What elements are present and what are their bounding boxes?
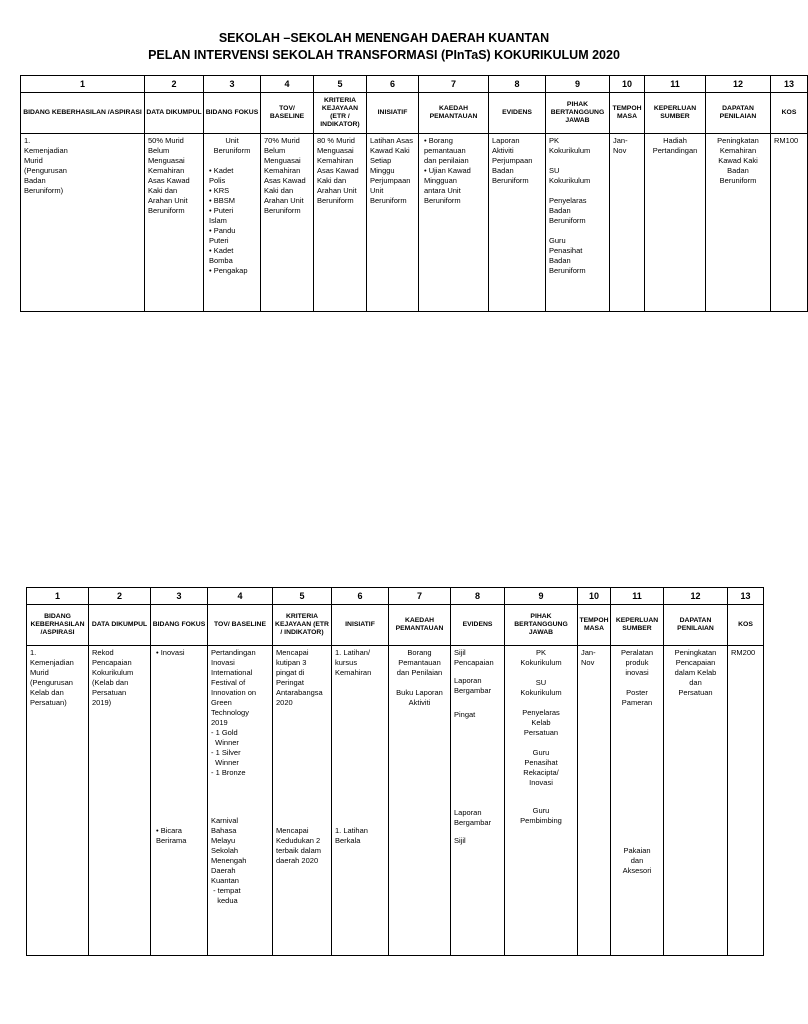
list-item: • Ujian Kawad Mingguan antara Unit Beruniform [424,166,485,206]
column-header-row [27,605,764,646]
cell-data-dikumpul: Rekod Pencapaian Kokurikulum (Kelab dan Persatuan 2019) [89,646,151,956]
kaedah-buku: Buku Laporan Aktiviti [396,688,443,707]
cell-bidang-keberhasilan: 1. Kemenjadian Murid (Pengurusan Kelab dan Persatuan) [27,646,89,956]
focus-list [207,166,257,276]
col-number: 2 [89,588,151,605]
col-number: 1 [27,588,89,605]
doc-title-line1: SEKOLAH –SEKOLAH MENENGAH DAERAH KUANTAN [218,31,550,45]
cell-evidens [451,646,505,956]
col-number: 2 [145,76,204,93]
cell-kos: RM100 [771,134,808,312]
list-item: • KRS [209,186,257,196]
col-number: 10 [578,588,611,605]
col-number: 9 [505,588,578,605]
col-header: KOS [728,605,764,646]
evidens-laporan: Laporan Bergambar [454,676,492,695]
col-number: 11 [611,588,664,605]
col-header: KEPERLUAN SUMBER [611,605,664,646]
cell-tov-baseline: 70% Murid Belum Menguasai Kemahiran Asas Kawad Kaki dan Arahan Unit Beruniform [261,134,314,312]
cell-kriteria-kejayaan: 80 % Murid Menguasai Kemahiran Asas Kawad Kaki dan Arahan Unit Beruniform [314,134,367,312]
col-number: 3 [204,76,261,93]
tov-bicara: Karnival Bahasa Melayu Sekolah Menengah Daerah Kuantan - tempat kedua [211,816,247,905]
col-number: 1 [21,76,145,93]
pihak-inovasi: PK Kokurikulum SU Kokurikulum Penyelaras Kelab Persatuan Guru Penasihat Rekacipta/ Inovasi [520,648,562,787]
col-header: KRITERIA KEJAYAAN (ETR / INDIKATOR) [273,605,332,646]
col-header: BIDANG KEBERHASILAN /ASPIRASI [21,93,145,134]
col-number: 7 [389,588,451,605]
cell-pihak-bertanggungjawab: PK Kokurikulum SU Kokurikulum Penyelaras Badan Beruniform Guru Penasihat Badan Beruniform [546,134,610,312]
col-number: 12 [664,588,728,605]
col-number: 13 [728,588,764,605]
focus-title: Unit Beruniform [213,136,251,155]
cell-tempoh-masa: Jan- Nov [610,134,645,312]
col-header: TEMPOH MASA [578,605,611,646]
list-item: • Inovasi [156,648,204,658]
cell-inisiatif: Latihan Asas Kawad Kaki Setiap Minggu Perjumpaan Unit Beruniform [367,134,419,312]
col-number: 7 [419,76,489,93]
cell-tov-baseline [208,646,273,956]
col-header: BIDANG KEBERHASILAN /ASPIRASI [27,605,89,646]
col-number: 5 [314,76,367,93]
col-header: BIDANG FOKUS [151,605,208,646]
col-header: INISIATIF [367,93,419,134]
cell-kaedah-pemantauan [389,646,451,956]
col-header: DATA DIKUMPUL [89,605,151,646]
col-number: 8 [489,76,546,93]
col-header: KAEDAH PEMANTAUAN [419,93,489,134]
col-header: TEMPOH MASA [610,93,645,134]
cell-bidang-fokus [151,646,208,956]
col-number: 9 [546,76,610,93]
evidens-laporan: Laporan Bergambar [454,808,492,827]
cell-keperluan-sumber [611,646,664,956]
col-header: TOV/ BASELINE [261,93,314,134]
table-row [27,646,764,956]
col-number: 4 [261,76,314,93]
kaedah-borang: Borang Pemantauan dan Penilaian [396,648,443,677]
cell-inisiatif [332,646,389,956]
evidens-sijil: Sijil Pencapaian [454,648,494,667]
plan-table-kelab-persatuan [26,587,764,956]
col-number: 4 [208,588,273,605]
list-item: • Puteri Islam [209,206,257,226]
col-header: EVIDENS [489,93,546,134]
col-header: EVIDENS [451,605,505,646]
cell-evidens: Laporan Aktiviti Perjumpaan Badan Beruniform [489,134,546,312]
list-item: • Pandu Puteri [209,226,257,246]
col-number: 6 [332,588,389,605]
col-header: INISIATIF [332,605,389,646]
list-item: • BBSM [209,196,257,206]
col-header: DATA DIKUMPUL [145,93,204,134]
col-header: DAPATAN PENILAIAN [664,605,728,646]
evidens-pingat: Pingat [454,710,476,719]
cell-bidang-keberhasilan: 1. Kemenjadian Murid (Pengurusan Badan Beruniform) [21,134,145,312]
list-item: • Kadet Polis [209,166,257,186]
col-header: KEPERLUAN SUMBER [645,93,706,134]
col-number: 11 [645,76,706,93]
inisiatif-inovasi: 1. Latihan/ kursus Kemahiran [335,648,372,677]
kriteria-bicara: Mencapai Kedudukan 2 terbaik dalam daerah 2020 [276,826,322,865]
cell-bidang-fokus [204,134,261,312]
plan-table-beruniform [20,75,808,312]
list-item: • Pengakap [209,266,257,276]
col-header: TOV/ BASELINE [208,605,273,646]
pihak-bicara: Guru Pembimbing [520,806,562,825]
list-item: • Bicara Berirama [156,826,204,846]
cell-dapatan-penilaian: Peningkatan Kemahiran Kawad Kaki Badan Beruniform [706,134,771,312]
col-header: KOS [771,93,808,134]
col-header: KRITERIA KEJAYAAN (ETR / INDIKATOR) [314,93,367,134]
kriteria-inovasi: Mencapai kutipan 3 pingat di Peringat Antarabangsa 2020 [276,648,323,707]
tov-inovasi: Pertandingan Inovasi International Festival of Innovation on Green Technology 2019 - 1 Gold Winner - 1 Silver Winner - 1 Bronze [211,648,257,777]
cell-data-dikumpul: 50% Murid Belum Menguasai Kemahiran Asas Kawad Kaki dan Arahan Unit Beruniform [145,134,204,312]
doc-title-line2: PELAN INTERVENSI SEKOLAH TRANSFORMASI (PInTaS) KOKURIKULUM 2020 [148,48,620,62]
column-number-row [21,76,808,93]
col-header: KAEDAH PEMANTAUAN [389,605,451,646]
cell-kriteria-kejayaan [273,646,332,956]
cell-kos: RM200 [728,646,764,956]
cell-pihak-bertanggungjawab [505,646,578,956]
evidens-sijil: Sijil [454,836,466,845]
sumber-bicara: Pakaian dan Aksesori [622,846,652,875]
list-item: • Kadet Bomba [209,246,257,266]
sumber-inovasi: Peralatan produk inovasi Poster Pameran [620,648,654,707]
col-number: 10 [610,76,645,93]
col-header: PIHAK BERTANGGUNG JAWAB [546,93,610,134]
col-number: 5 [273,588,332,605]
cell-kaedah-pemantauan [419,134,489,312]
col-number: 3 [151,588,208,605]
cell-keperluan-sumber: Hadiah Pertandingan [645,134,706,312]
col-header: BIDANG FOKUS [204,93,261,134]
inisiatif-bicara: 1. Latihan Berkala [335,826,368,845]
cell-tempoh-masa: Jan- Nov [578,646,611,956]
list-item: • Borang pemantauan dan penilaian [424,136,485,166]
col-header: PIHAK BERTANGGUNG JAWAB [505,605,578,646]
col-number: 13 [771,76,808,93]
cell-dapatan-penilaian: Peningkatan Pencapaian dalam Kelab dan Persatuan [664,646,728,956]
col-number: 8 [451,588,505,605]
col-number: 6 [367,76,419,93]
col-header: DAPATAN PENILAIAN [706,93,771,134]
table-row [21,134,808,312]
column-number-row [27,588,764,605]
col-number: 12 [706,76,771,93]
column-header-row [21,93,808,134]
